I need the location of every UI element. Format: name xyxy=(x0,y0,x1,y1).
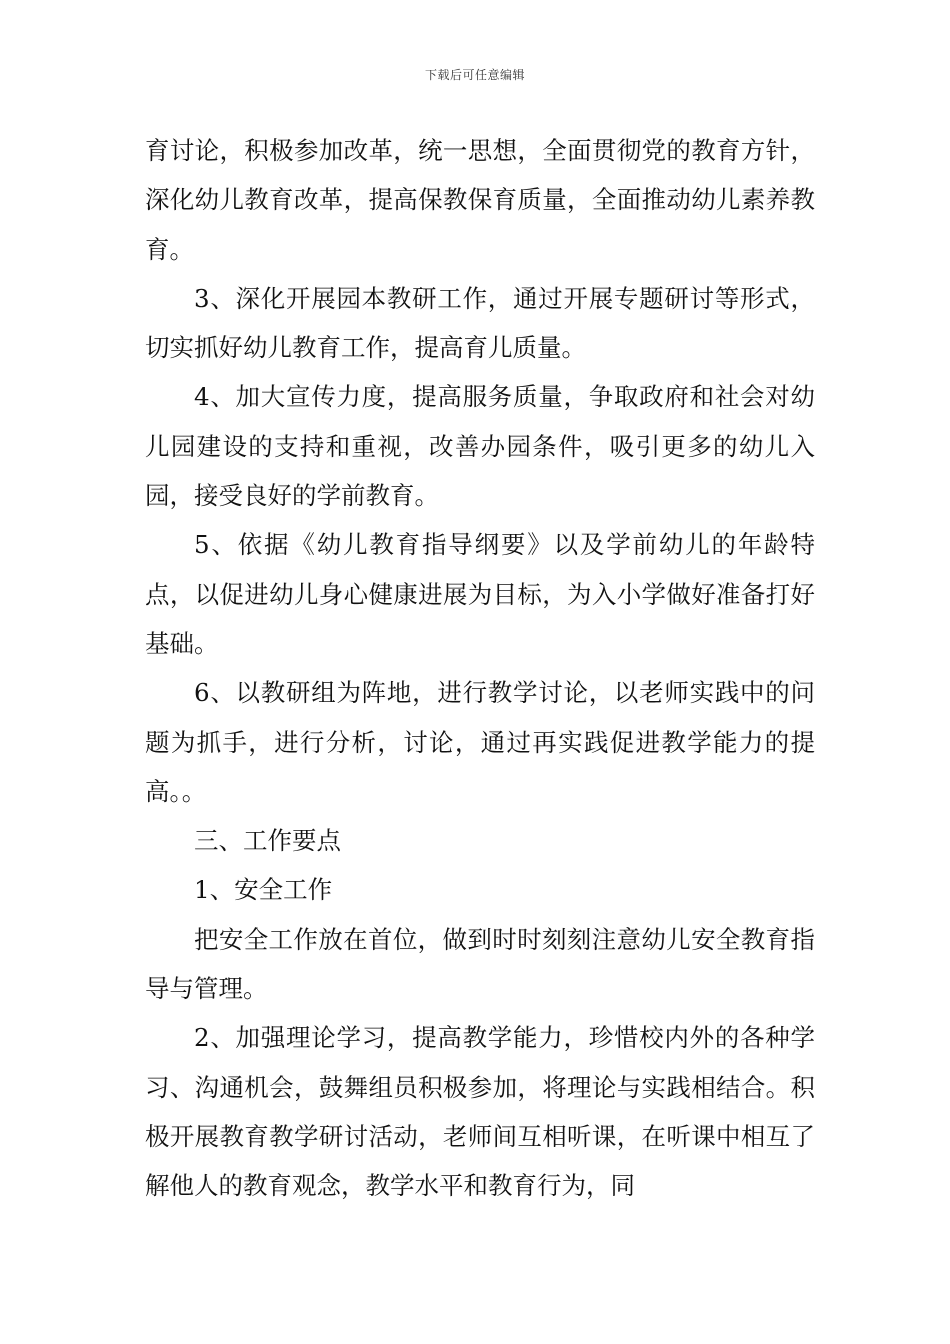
document-body xyxy=(145,126,815,1211)
paragraph-item-3: 3、深化开展园本教研工作，通过开展专题研讨等形式，切实抓好幼儿教育工作，提高育儿质量。 xyxy=(145,283,815,363)
paragraph-theory-study: 2、加强理论学习，提高教学能力，珍惜校内外的各种学习、沟通机会，鼓舞组员积极参加，将理论与实践相结合。积极开展教育教学研讨活动，老师间互相听课，在听课中相互了解他人的教育观念，教学水平和教育行为，同 xyxy=(145,1023,815,1201)
paragraph-continuation: 育讨论，积极参加改革，统一思想，全面贯彻党的教育方针，深化幼儿教育改革，提高保教保育质量，全面推动幼儿素养教育。 xyxy=(145,136,815,264)
paragraph-item-6: 6、以教研组为阵地，进行教学讨论，以老师实践中的问题为抓手，进行分析，讨论，通过再实践促进教学能力的提高。。 xyxy=(145,678,815,806)
download-note-header: 下载后可任意编辑 xyxy=(424,68,525,82)
subheading-safety-work: 1、安全工作 xyxy=(194,875,333,905)
paragraph-safety: 把安全工作放在首位，做到时时刻刻注意幼儿安全教育指导与管理。 xyxy=(145,924,815,1004)
paragraph-item-5: 5、依据《幼儿教育指导纲要》以及学前幼儿的年龄特点，以促进幼儿身心健康进展为目标，为入小学做好准备打好基础。 xyxy=(145,530,815,658)
paragraph-item-4: 4、加大宣传力度，提高服务质量，争取政府和社会对幼儿园建设的支持和重视，改善办园条件，吸引更多的幼儿入园，接受良好的学前教育。 xyxy=(145,382,815,511)
section-heading-work-points: 三、工作要点 xyxy=(194,826,341,856)
